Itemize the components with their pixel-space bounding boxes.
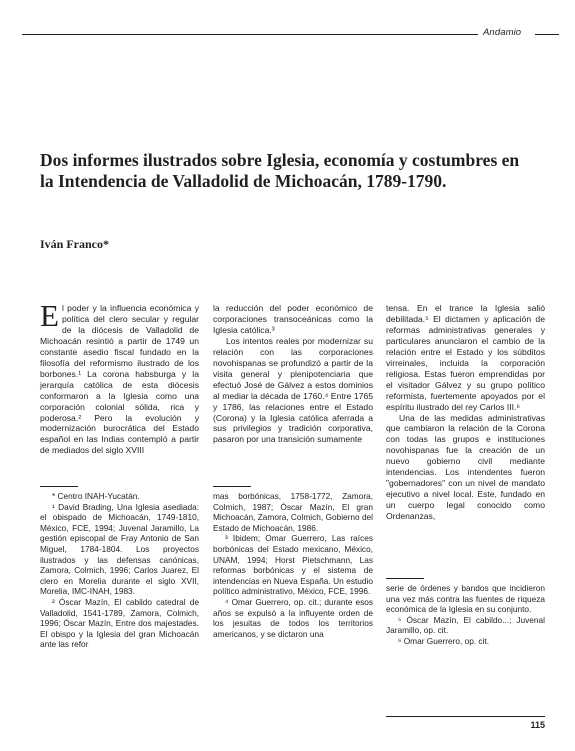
drop-cap: E <box>40 298 59 333</box>
body-column-3 <box>386 303 545 522</box>
footnote-rule <box>213 486 251 487</box>
header-rule-right <box>535 34 559 35</box>
footer-rule <box>386 716 545 717</box>
footnote-rule <box>386 578 424 579</box>
footnote: ⁵ Óscar Mazín, El cabildo...; Juvenal Jaramillo, op. cit. <box>386 614 545 636</box>
body-paragraph: l poder y la influencia económica y política del clero secular y regular de la diócesis de Valladolid de Michoacán resintió a partir de 1749 un constante asedio fiscal fundado en la filosofía del reformismo ilustrado de los borbones.¹ La corona habsburga y la jerarquía católica de esta diócesis conformaron a la Iglesia como una corporación colonial sólida, rica y poderosa.² Pero la evolución y modernización burocrática del Estado español en las Indias contempló a partir de mediados del siglo XVIII <box>40 303 199 456</box>
footnote: ¹ David Brading, Una Iglesia asediada: el obispado de Michoacán, 1749-1810, México, FCE, 1994; Juvenal Jaramillo, La gestión episcopal de Fray Antonio de San Miguel, 1784-1804. Los proyectos ilustrados y las defensas canónicas, Zamora, Colmich, 1996; Carlos Juarez, El clero en Morelia durante el siglo XVII, Morelia, IMC-INAH, 1983. <box>40 501 199 597</box>
header-rule-left <box>22 34 478 35</box>
footnotes-column-1 <box>40 491 199 650</box>
body-column-2 <box>213 303 373 445</box>
body-paragraph: la reducción del poder económico de corporaciones transoceánicas como la Iglesia católica.³ <box>213 303 373 335</box>
footnote: * Centro INAH-Yucatán. <box>52 491 140 501</box>
footnote: mas borbónicas, 1758-1772, Zamora, Colmich, 1987; Óscar Mazín, El gran Michoacán, Zamora, Colmich, Gobierno del Estado de Michoacán, 1986. <box>213 491 374 533</box>
page-number: 115 <box>530 720 545 730</box>
body-paragraph: Los intentos reales por modernizar su relación con las corporaciones novohispanas se profundizó a partir de la visita general y plenipotenciaria que efectuó José de Gálvez a estos dominios al mediar la década de 1760.⁴ Entre 1765 y 1786, las relaciones entre el Estado (Corona) y la Iglesia católica aferrada a sus privilegios y tradición corporativa, pasaron por una transición sumamente <box>213 335 373 445</box>
body-paragraph: Una de las medidas administrativas que cambiaron la relación de la Corona con todas las grupos e instituciones novohispanas fue la creación de un nuevo gobierno civil mediante intendencias. Los intendentes fueron "gobernadores" con un nivel de mandato ejecutivo a nivel local. Este, fundado en un cuerpo legal conocido como Ordenanzas, <box>386 412 545 522</box>
article-author: Iván Franco* <box>40 237 109 251</box>
body-column-1 <box>40 298 199 456</box>
footnotes-column-2 <box>213 491 373 639</box>
footnote: ⁴ Omar Guerrero, op. cit.; durante esos años se expulsó a la influyente orden de los jesuitas de todos los territorios americanos, y se dictaron una <box>213 596 373 639</box>
footnote: ² Óscar Mazín, El cabildo catedral de Valladolid, 1541-1789, Zamora, Colmich, 1996; Óscar Mazín, Entre dos majestades. El obispo y la Iglesia del gran Michoacán ante las refor <box>40 596 199 650</box>
footnotes-column-3 <box>386 583 545 647</box>
section-label: Andamio <box>483 27 522 38</box>
footnote-rule <box>40 486 78 487</box>
article-title: Dos informes ilustrados sobre Iglesia, economía y costumbres en la Intendencia de Valladolid de Michoacán, 1789-1790. <box>40 150 520 191</box>
footnote: serie de órdenes y bandos que incidieron una vez más contra las fuentes de riqueza económica de la Iglesia en su conjunto. <box>386 583 545 615</box>
footnote: ⁶ Omar Guerrero, op. cit. <box>398 635 490 646</box>
body-paragraph: tensa. En el trance la Iglesia salió debilitada.⁵ El dictamen y aplicación de reformas administrativas generales y particulares anunciaron el cambio de la relación entre el Estado y los súbditos virreinales, incluida la corporación religiosa. Estas fueron emprendidas por el visitador Gálvez y su grupo político reformista, fuertemente apoyados por el espíritu ilustrado del rey Carlos III.⁶ <box>386 303 545 412</box>
footnote: ³ Ibidem; Omar Guerrero, Las raíces borbónicas del Estado mexicano, México, UNAM, 1994; Horst Pietschmann, Las reformas borbónicas y el sistema de intendencias en Nueva España. Un estudio político administrativo, México, FCE, 1996. <box>213 533 373 597</box>
